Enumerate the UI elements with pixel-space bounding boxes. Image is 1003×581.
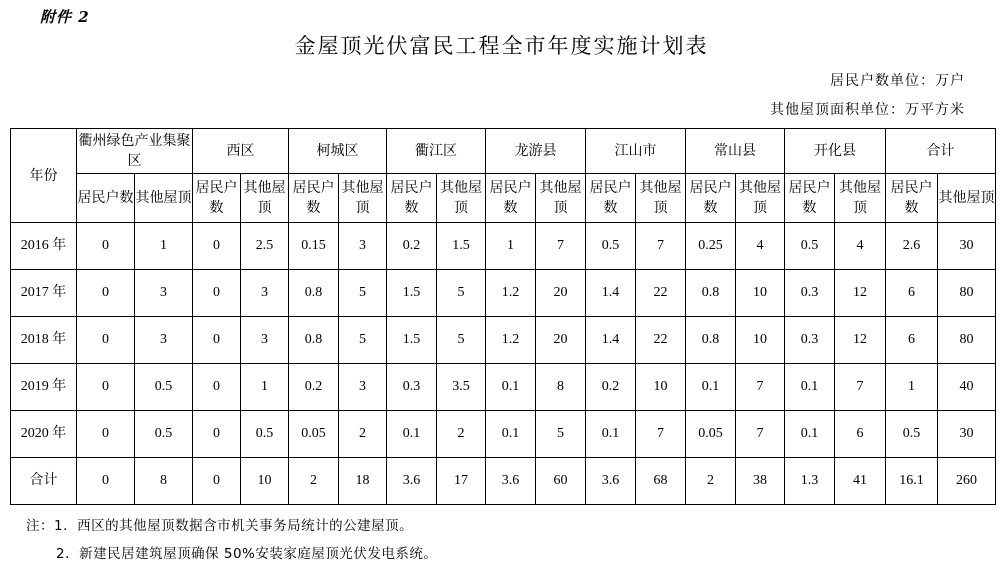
value-cell: 3 xyxy=(339,364,387,411)
value-cell: 60 xyxy=(536,458,586,505)
value-cell: 0 xyxy=(193,317,241,364)
value-cell: 260 xyxy=(938,458,996,505)
value-cell: 3 xyxy=(241,270,289,317)
page-title: 金屋顶光伏富民工程全市年度实施计划表 xyxy=(294,34,709,58)
value-cell: 20 xyxy=(536,270,586,317)
value-cell: 7 xyxy=(636,411,686,458)
region-header: 合计 xyxy=(886,129,996,174)
value-cell: 6 xyxy=(886,270,938,317)
region-header: 江山市 xyxy=(586,129,686,174)
value-cell: 41 xyxy=(835,458,886,505)
value-cell: 1.2 xyxy=(486,270,536,317)
plan-table xyxy=(10,128,996,505)
metric-header-roof: 其他屋顶 xyxy=(636,174,686,223)
value-cell: 3.6 xyxy=(486,458,536,505)
region-header: 衢江区 xyxy=(387,129,486,174)
value-cell: 3.5 xyxy=(437,364,486,411)
year-cell: 2016 年 xyxy=(11,223,77,270)
value-cell: 0.2 xyxy=(387,223,437,270)
value-cell: 0.3 xyxy=(785,270,835,317)
value-cell: 0 xyxy=(193,223,241,270)
metric-header-residential: 居民户数 xyxy=(686,174,736,223)
value-cell: 6 xyxy=(886,317,938,364)
value-cell: 4 xyxy=(736,223,785,270)
year-cell: 2018 年 xyxy=(11,317,77,364)
value-cell: 0.2 xyxy=(289,364,339,411)
region-header: 柯城区 xyxy=(289,129,387,174)
value-cell: 0.1 xyxy=(686,364,736,411)
year-header: 年份 xyxy=(11,129,77,223)
value-cell: 0.3 xyxy=(785,317,835,364)
value-cell: 0 xyxy=(193,458,241,505)
value-cell: 0.5 xyxy=(886,411,938,458)
value-cell: 0 xyxy=(193,270,241,317)
region-header: 常山县 xyxy=(686,129,785,174)
value-cell: 0 xyxy=(77,364,135,411)
value-cell: 2 xyxy=(289,458,339,505)
value-cell: 0.5 xyxy=(785,223,835,270)
value-cell: 8 xyxy=(135,458,193,505)
value-cell: 6 xyxy=(835,411,886,458)
value-cell: 0.1 xyxy=(387,411,437,458)
metric-header-roof: 其他屋顶 xyxy=(437,174,486,223)
value-cell: 0 xyxy=(77,317,135,364)
region-header: 衢州绿色产业集聚区 xyxy=(77,129,193,174)
value-cell: 0 xyxy=(193,364,241,411)
value-cell: 0.5 xyxy=(586,223,636,270)
value-cell: 7 xyxy=(636,223,686,270)
region-header: 开化县 xyxy=(785,129,886,174)
table-row xyxy=(11,411,996,458)
value-cell: 5 xyxy=(437,270,486,317)
value-cell: 1.4 xyxy=(586,317,636,364)
metric-header-roof: 其他屋顶 xyxy=(835,174,886,223)
metric-header-residential: 居民户数 xyxy=(486,174,536,223)
value-cell: 0.8 xyxy=(289,270,339,317)
metric-header-residential: 居民户数 xyxy=(193,174,241,223)
value-cell: 0.1 xyxy=(486,364,536,411)
value-cell: 1.5 xyxy=(387,270,437,317)
note-2: 2．新建民居建筑屋顶确保 50%安装家庭屋顶光伏发电系统。 xyxy=(56,546,438,562)
note-1: 注：1．西区的其他屋顶数据含市机关事务局统计的公建屋顶。 xyxy=(26,518,414,534)
value-cell: 80 xyxy=(938,317,996,364)
region-header: 龙游县 xyxy=(486,129,586,174)
value-cell: 5 xyxy=(437,317,486,364)
value-cell: 8 xyxy=(536,364,586,411)
value-cell: 0.3 xyxy=(387,364,437,411)
metric-header-roof: 其他屋顶 xyxy=(938,174,996,223)
attachment-label: 附件 2 xyxy=(40,8,90,26)
value-cell: 0.8 xyxy=(686,270,736,317)
value-cell: 0.05 xyxy=(686,411,736,458)
value-cell: 1 xyxy=(886,364,938,411)
value-cell: 10 xyxy=(736,270,785,317)
value-cell: 0.25 xyxy=(686,223,736,270)
value-cell: 7 xyxy=(835,364,886,411)
value-cell: 1.5 xyxy=(387,317,437,364)
value-cell: 20 xyxy=(536,317,586,364)
value-cell: 2 xyxy=(339,411,387,458)
region-header: 西区 xyxy=(193,129,289,174)
value-cell: 5 xyxy=(536,411,586,458)
value-cell: 0.05 xyxy=(289,411,339,458)
value-cell: 5 xyxy=(339,317,387,364)
value-cell: 0 xyxy=(77,223,135,270)
metric-header-residential: 居民户数 xyxy=(586,174,636,223)
value-cell: 0 xyxy=(193,411,241,458)
value-cell: 0 xyxy=(77,411,135,458)
value-cell: 4 xyxy=(835,223,886,270)
value-cell: 0 xyxy=(77,458,135,505)
value-cell: 16.1 xyxy=(886,458,938,505)
table-row xyxy=(11,223,996,270)
value-cell: 22 xyxy=(636,317,686,364)
value-cell: 7 xyxy=(536,223,586,270)
metric-header-residential: 居民户数 xyxy=(886,174,938,223)
value-cell: 0.2 xyxy=(586,364,636,411)
value-cell: 0.5 xyxy=(135,411,193,458)
value-cell: 68 xyxy=(636,458,686,505)
table-row xyxy=(11,458,996,505)
unit-roof-area: 其他屋顶面积单位：万平方米 xyxy=(770,102,965,118)
metric-header-residential: 居民户数 xyxy=(387,174,437,223)
value-cell: 40 xyxy=(938,364,996,411)
value-cell: 3.6 xyxy=(387,458,437,505)
value-cell: 0.1 xyxy=(486,411,536,458)
value-cell: 0.1 xyxy=(785,411,835,458)
value-cell: 1 xyxy=(135,223,193,270)
value-cell: 2.5 xyxy=(241,223,289,270)
value-cell: 12 xyxy=(835,270,886,317)
value-cell: 17 xyxy=(437,458,486,505)
value-cell: 10 xyxy=(636,364,686,411)
value-cell: 1.2 xyxy=(486,317,536,364)
metric-header-residential: 居民户数 xyxy=(785,174,835,223)
year-cell: 2020 年 xyxy=(11,411,77,458)
value-cell: 2 xyxy=(686,458,736,505)
header-row-regions xyxy=(11,129,996,174)
value-cell: 1.5 xyxy=(437,223,486,270)
value-cell: 10 xyxy=(736,317,785,364)
value-cell: 10 xyxy=(241,458,289,505)
value-cell: 0.1 xyxy=(785,364,835,411)
table-row xyxy=(11,270,996,317)
value-cell: 3 xyxy=(135,317,193,364)
value-cell: 5 xyxy=(339,270,387,317)
year-cell: 2017 年 xyxy=(11,270,77,317)
value-cell: 0.8 xyxy=(289,317,339,364)
value-cell: 0.1 xyxy=(586,411,636,458)
value-cell: 22 xyxy=(636,270,686,317)
value-cell: 0 xyxy=(77,270,135,317)
value-cell: 1 xyxy=(486,223,536,270)
value-cell: 0.15 xyxy=(289,223,339,270)
value-cell: 3.6 xyxy=(586,458,636,505)
value-cell: 0.5 xyxy=(135,364,193,411)
value-cell: 2 xyxy=(437,411,486,458)
value-cell: 3 xyxy=(241,317,289,364)
value-cell: 3 xyxy=(135,270,193,317)
metric-header-roof: 其他屋顶 xyxy=(241,174,289,223)
metric-header-residential: 居民户数 xyxy=(289,174,339,223)
metric-header-residential: 居民户数 xyxy=(77,174,135,223)
table-row xyxy=(11,364,996,411)
table-row xyxy=(11,317,996,364)
value-cell: 7 xyxy=(736,364,785,411)
value-cell: 12 xyxy=(835,317,886,364)
year-cell: 合计 xyxy=(11,458,77,505)
metric-header-roof: 其他屋顶 xyxy=(536,174,586,223)
value-cell: 3 xyxy=(339,223,387,270)
metric-header-roof: 其他屋顶 xyxy=(135,174,193,223)
value-cell: 7 xyxy=(736,411,785,458)
year-cell: 2019 年 xyxy=(11,364,77,411)
value-cell: 30 xyxy=(938,223,996,270)
metric-header-roof: 其他屋顶 xyxy=(339,174,387,223)
value-cell: 0.8 xyxy=(686,317,736,364)
value-cell: 18 xyxy=(339,458,387,505)
header-row-metrics xyxy=(11,174,996,223)
value-cell: 30 xyxy=(938,411,996,458)
value-cell: 80 xyxy=(938,270,996,317)
value-cell: 2.6 xyxy=(886,223,938,270)
value-cell: 1.4 xyxy=(586,270,636,317)
unit-residential: 居民户数单位：万户 xyxy=(830,73,965,89)
metric-header-roof: 其他屋顶 xyxy=(736,174,785,223)
value-cell: 38 xyxy=(736,458,785,505)
value-cell: 1.3 xyxy=(785,458,835,505)
table-body xyxy=(11,223,996,505)
value-cell: 1 xyxy=(241,364,289,411)
value-cell: 0.5 xyxy=(241,411,289,458)
